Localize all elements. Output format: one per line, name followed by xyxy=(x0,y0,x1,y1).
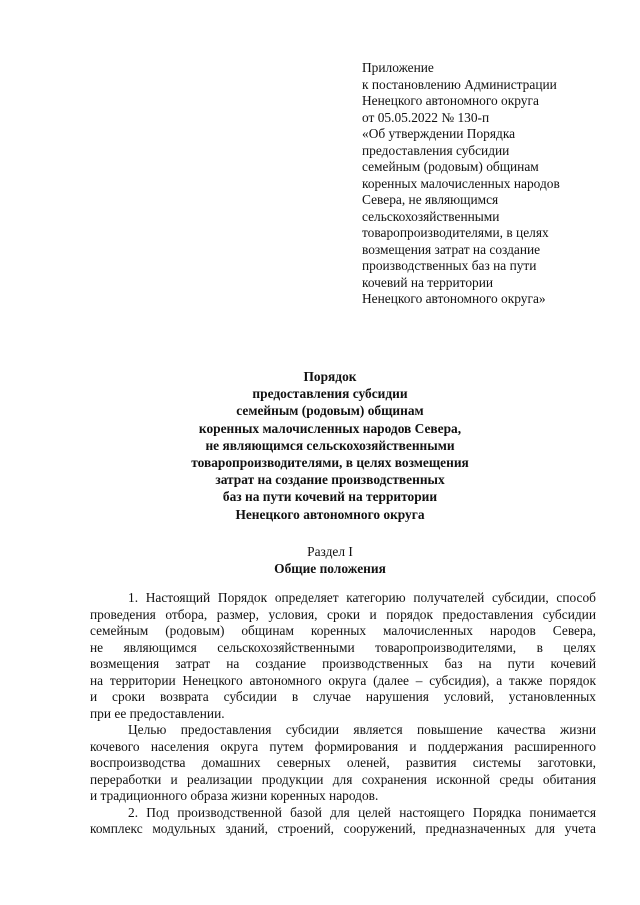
appendix-line: сельскохозяйственными xyxy=(362,208,500,224)
paragraph-line: переработки и реализации продукции для сохранения исконной среды обитания xyxy=(90,771,596,787)
appendix-line: от 05.05.2022 № 130-п xyxy=(362,109,490,125)
title-line: баз на пути кочевий на территории xyxy=(222,489,438,505)
paragraph-line: комплекс модульных зданий, строений, сооружений, предназначенных для учета xyxy=(90,821,596,836)
title-line: коренных малочисленных народов Севера, xyxy=(198,420,462,436)
paragraph-3 xyxy=(90,805,596,838)
section-number: Раздел I xyxy=(307,544,353,559)
paragraph-line: семейным (родовым) общинам коренных малочисленных народов Севера, xyxy=(90,623,596,638)
section-heading: Общие положения xyxy=(274,561,386,576)
paragraph-1 xyxy=(90,590,596,722)
title-line: семейным (родовым) общинам xyxy=(236,403,424,419)
appendix-line: семейным (родовым) общинам xyxy=(362,159,539,174)
appendix-line: Ненецкого автономного округа» xyxy=(362,291,546,306)
document-title xyxy=(80,368,580,523)
paragraph-line: возмещения затрат на создание производственных баз на пути кочевий xyxy=(90,656,596,671)
title-line: затрат на создание производственных xyxy=(215,472,445,488)
paragraph-line: при ее предоставлении. xyxy=(90,705,225,721)
title-line: товаропроизводителями, в целях возмещения xyxy=(191,455,469,471)
appendix-line: коренных малочисленных народов xyxy=(362,175,560,191)
appendix-header xyxy=(362,60,622,308)
appendix-line: кочевий на территории xyxy=(362,274,494,290)
appendix-line: к постановлению Администрации xyxy=(362,76,557,92)
paragraph-line: Целью предоставления субсидии является повышение качества жизни xyxy=(128,722,596,737)
appendix-line: товаропроизводителями, в целях xyxy=(362,225,549,240)
paragraph-line: 1. Настоящий Порядок определяет категорию получателей субсидии, способ xyxy=(128,590,596,605)
paragraph-2 xyxy=(90,722,596,805)
appendix-line: Севера, не являющимся xyxy=(362,192,499,207)
appendix-line: Ненецкого автономного округа xyxy=(362,93,539,108)
paragraph-line: воспроизводства домашних северных оленей, развития системы заготовки, xyxy=(90,755,596,770)
paragraph-line: и сроки возврата субсидии в случае нарушения условий, установленных xyxy=(90,689,596,704)
section-header xyxy=(80,543,580,577)
paragraph-line: кочевого населения округа путем формирования и поддержания расширенного xyxy=(90,738,596,754)
appendix-line: возмещения затрат на создание xyxy=(362,241,541,257)
title-line: не являющимся сельскохозяйственными xyxy=(205,437,455,453)
paragraph-line: проведения отбора, размер, условия, сроки и порядок предоставления субсидии xyxy=(90,606,596,622)
paragraph-line: и традиционного образа жизни коренных народов. xyxy=(90,788,379,803)
appendix-line: производственных баз на пути xyxy=(362,258,537,273)
paragraph-line: 2. Под производственной базой для целей настоящего Порядка понимается xyxy=(128,804,596,820)
paragraph-line: не являющимся сельскохозяйственными товаропроизводителями, в целях xyxy=(90,639,596,655)
title-line: Порядок xyxy=(303,369,357,384)
paragraph-line: на территории Ненецкого автономного округа (далее – субсидия), а также порядок xyxy=(90,672,596,688)
appendix-line: «Об утверждении Порядка xyxy=(362,126,516,141)
appendix-line: предоставления субсидии xyxy=(362,142,510,158)
appendix-line: Приложение xyxy=(362,60,434,75)
title-line: предоставления субсидии xyxy=(252,386,408,402)
title-line: Ненецкого автономного округа xyxy=(235,506,425,522)
document-body xyxy=(90,590,596,838)
